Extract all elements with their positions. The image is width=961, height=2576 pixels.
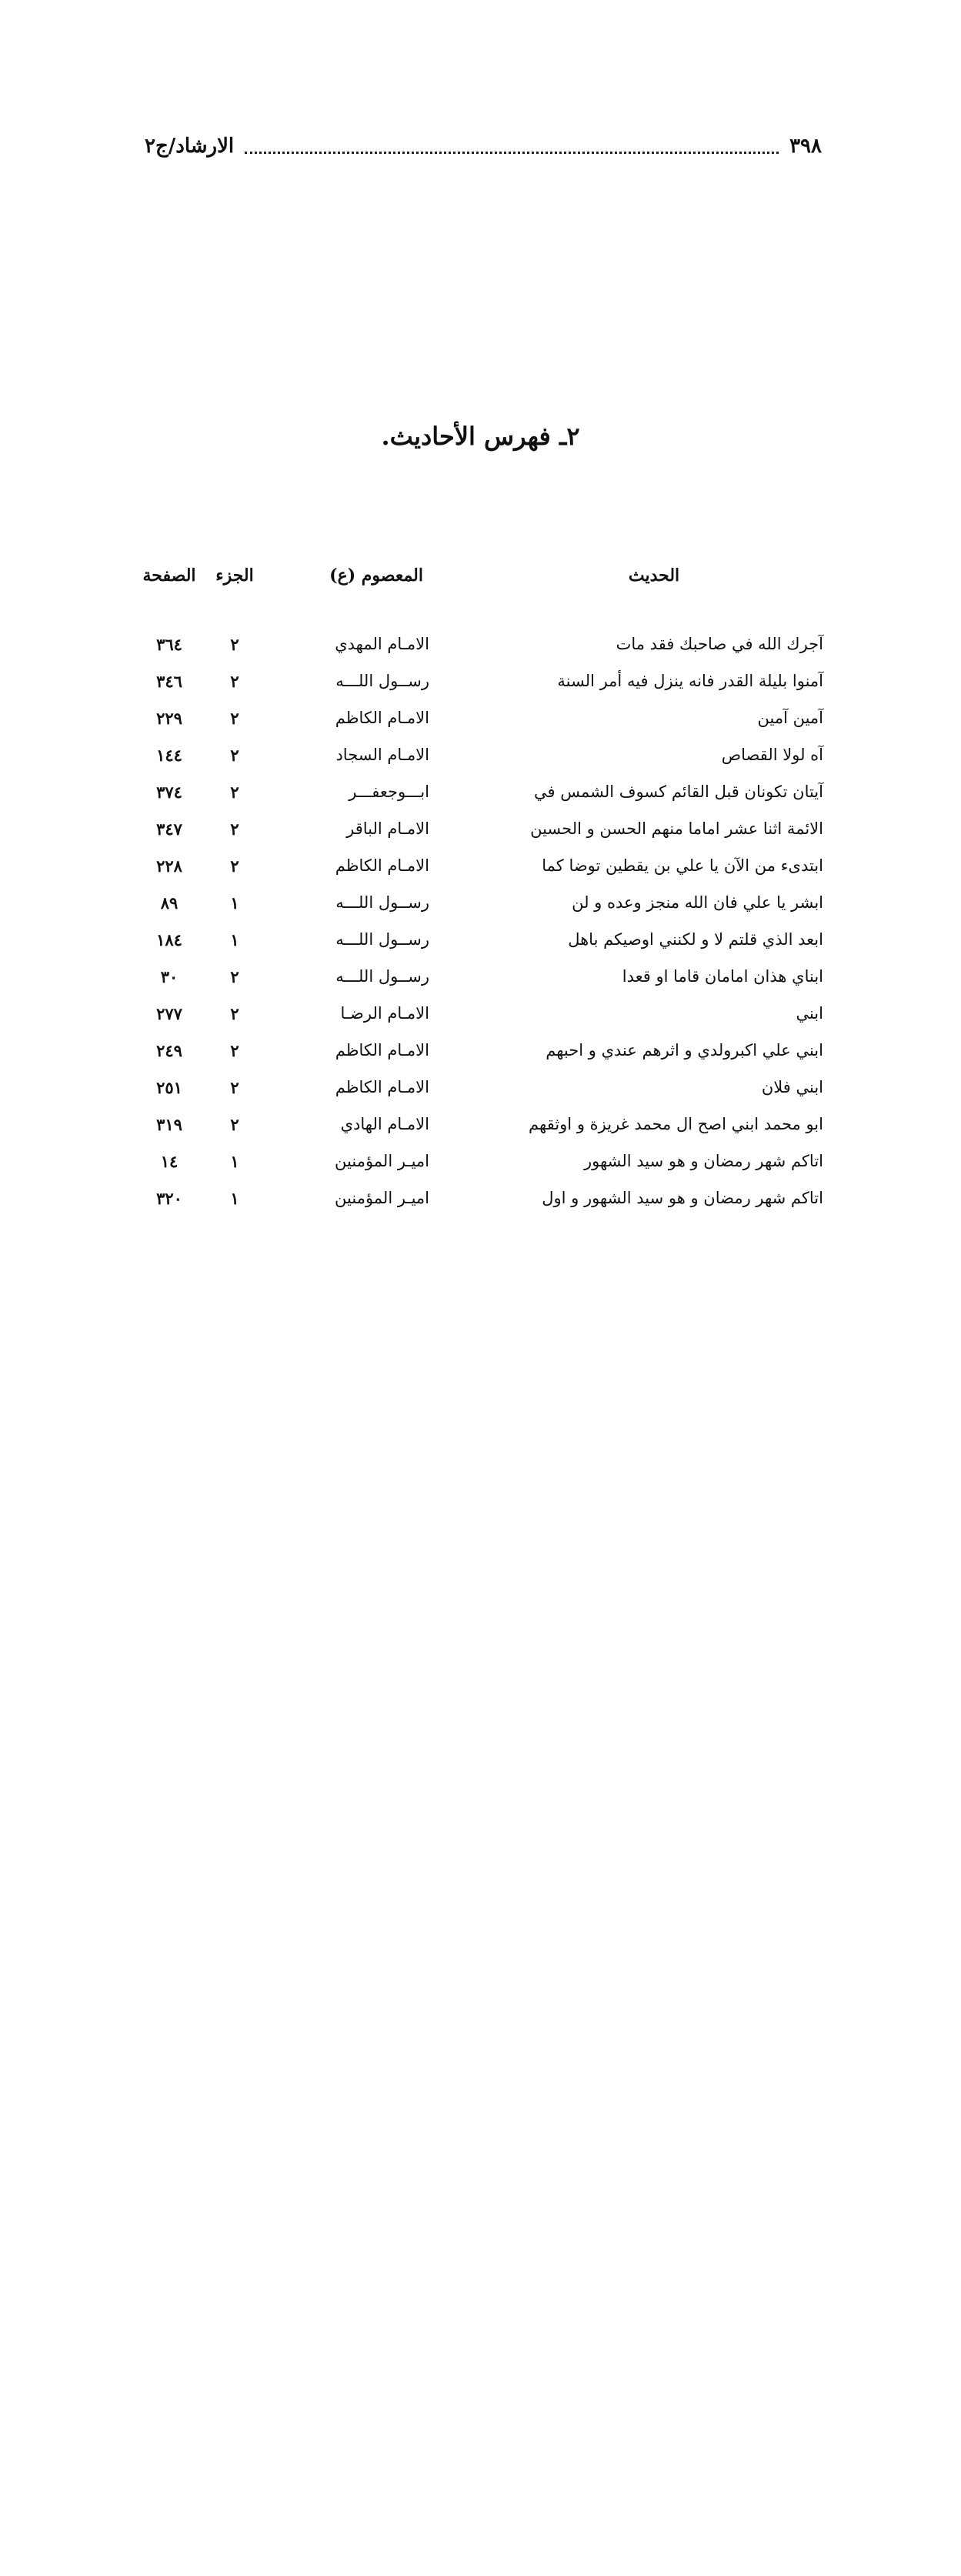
page-number-cell: ٣١٩ bbox=[156, 1115, 182, 1134]
masum-name: الامـام الباقر bbox=[346, 819, 429, 838]
page-number-cell: ٣٤٦ bbox=[156, 672, 182, 691]
hadith-text: ابني فلان bbox=[761, 1078, 823, 1096]
masum-name: رســول اللـــه bbox=[335, 893, 429, 912]
table-row bbox=[138, 893, 823, 930]
page-number-cell: ٣٢٠ bbox=[156, 1189, 182, 1208]
page-number-cell: ٢٤٩ bbox=[156, 1041, 182, 1060]
volume-number: ٢ bbox=[230, 635, 239, 654]
masum-name: الامـام الرضـا bbox=[340, 1004, 429, 1023]
table-row bbox=[138, 930, 823, 967]
page-number-cell: ١٤٤ bbox=[156, 746, 182, 765]
table-row bbox=[138, 1115, 823, 1152]
volume-number: ٢ bbox=[230, 819, 239, 839]
table-row bbox=[138, 1078, 823, 1115]
page-number-cell: ٣٦٤ bbox=[156, 635, 182, 654]
volume-number: ٢ bbox=[230, 1041, 239, 1060]
hadith-text: آيتان تكونان قبل القائم كسوف الشمس في bbox=[534, 782, 823, 801]
volume-number: ٢ bbox=[230, 672, 239, 691]
hadith-text: ابني علي اكبرولدي و اثرهم عندي و احبهم bbox=[546, 1041, 823, 1059]
volume-number: ١ bbox=[230, 893, 239, 913]
table-row bbox=[138, 746, 823, 782]
table-row bbox=[138, 1041, 823, 1078]
page-number-cell: ٨٩ bbox=[160, 893, 179, 913]
column-header-masum: المعصوم (ع) bbox=[329, 566, 423, 586]
masum-name: اميـر المؤمنين bbox=[335, 1189, 429, 1207]
table-row bbox=[138, 1152, 823, 1189]
column-header-hadith: الحديث bbox=[628, 566, 680, 586]
masum-name: رســول اللـــه bbox=[335, 672, 429, 690]
volume-number: ٢ bbox=[230, 1004, 239, 1023]
hadith-text: آمنوا بليلة القدر فانه ينزل فيه أمر السنة bbox=[557, 672, 823, 690]
hadith-text: ابشر يا علي فان الله منجز وعده و لن bbox=[572, 893, 823, 912]
masum-name: رســول اللـــه bbox=[335, 967, 429, 986]
book-title: الارشاد/ج٢ bbox=[145, 135, 235, 158]
volume-number: ١ bbox=[230, 1152, 239, 1171]
page-number-cell: ٢٧٧ bbox=[156, 1004, 182, 1023]
page-number: ٣٩٨ bbox=[789, 135, 822, 158]
volume-number: ٢ bbox=[230, 967, 239, 986]
volume-number: ١ bbox=[230, 1189, 239, 1208]
column-header-juz: الجزء bbox=[215, 566, 254, 586]
hadith-text: الائمة اثنا عشر اماما منهم الحسن و الحسين bbox=[530, 819, 823, 838]
volume-number: ٢ bbox=[230, 856, 239, 876]
hadith-text: ابتدىء من الآن يا علي بن يقطين توضا كما bbox=[542, 856, 823, 875]
running-head bbox=[145, 131, 822, 162]
masum-name: الامـام الكاظم bbox=[335, 709, 429, 727]
page-number-cell: ١٤ bbox=[160, 1152, 179, 1171]
page-number-cell: ٣٧٤ bbox=[156, 782, 182, 802]
column-header-page: الصفحة bbox=[142, 566, 196, 586]
volume-number: ٢ bbox=[230, 782, 239, 802]
volume-number: ٢ bbox=[230, 746, 239, 765]
hadith-text: آمين آمين bbox=[757, 709, 823, 727]
page-number-cell: ١٨٤ bbox=[156, 930, 182, 949]
masum-name: الامـام الكاظم bbox=[335, 1041, 429, 1059]
masum-name: الامـام المهدي bbox=[335, 635, 429, 653]
masum-name: رســول اللـــه bbox=[335, 930, 429, 949]
table-body bbox=[138, 635, 823, 1226]
hadith-text: ابني bbox=[796, 1004, 823, 1023]
hadith-text: ابناي هذان امامان قاما او قعدا bbox=[622, 967, 823, 986]
volume-number: ٢ bbox=[230, 1078, 239, 1097]
page-number-cell: ٢٢٩ bbox=[156, 709, 182, 728]
volume-number: ١ bbox=[230, 930, 239, 949]
dot-leader bbox=[245, 152, 779, 154]
volume-number: ٢ bbox=[230, 709, 239, 728]
masum-name: الامـام الكاظم bbox=[335, 856, 429, 875]
table-row bbox=[138, 1004, 823, 1041]
page-number-cell: ٣٤٧ bbox=[156, 819, 182, 839]
hadith-text: ابو محمد ابني اصح ال محمد غريزة و اوثقهم bbox=[529, 1115, 823, 1133]
table-row bbox=[138, 1189, 823, 1226]
hadith-text: اتاكم شهر رمضان و هو سيد الشهور bbox=[583, 1152, 823, 1170]
table-row bbox=[138, 856, 823, 893]
table-row bbox=[138, 672, 823, 709]
table-row bbox=[138, 782, 823, 819]
hadith-index-table bbox=[138, 566, 823, 1226]
page-number-cell: ٢٢٨ bbox=[156, 856, 182, 876]
volume-number: ٢ bbox=[230, 1115, 239, 1134]
masum-name: الامـام السجاد bbox=[335, 746, 429, 764]
masum-name: ابـــوجعفـــر bbox=[349, 782, 429, 801]
hadith-text: ابعد الذي قلتم لا و لكنني اوصيكم باهل bbox=[568, 930, 823, 949]
page-number-cell: ٣٠ bbox=[160, 967, 179, 986]
masum-name: الامـام الكاظم bbox=[335, 1078, 429, 1096]
hadith-text: اتاكم شهر رمضان و هو سيد الشهور و اول bbox=[542, 1189, 823, 1207]
page-number-cell: ٢٥١ bbox=[156, 1078, 182, 1097]
masum-name: اميـر المؤمنين bbox=[335, 1152, 429, 1170]
table-row bbox=[138, 709, 823, 746]
table-row bbox=[138, 967, 823, 1004]
masum-name: الامـام الهادي bbox=[340, 1115, 429, 1133]
hadith-text: آجرك الله في صاحبك فقد مات bbox=[616, 635, 823, 653]
section-title: ٢ـ فهرس الأحاديث. bbox=[381, 422, 580, 451]
table-header-row bbox=[138, 566, 823, 635]
hadith-text: آه لولا القصاص bbox=[721, 746, 823, 764]
table-row bbox=[138, 819, 823, 856]
table-row bbox=[138, 635, 823, 672]
